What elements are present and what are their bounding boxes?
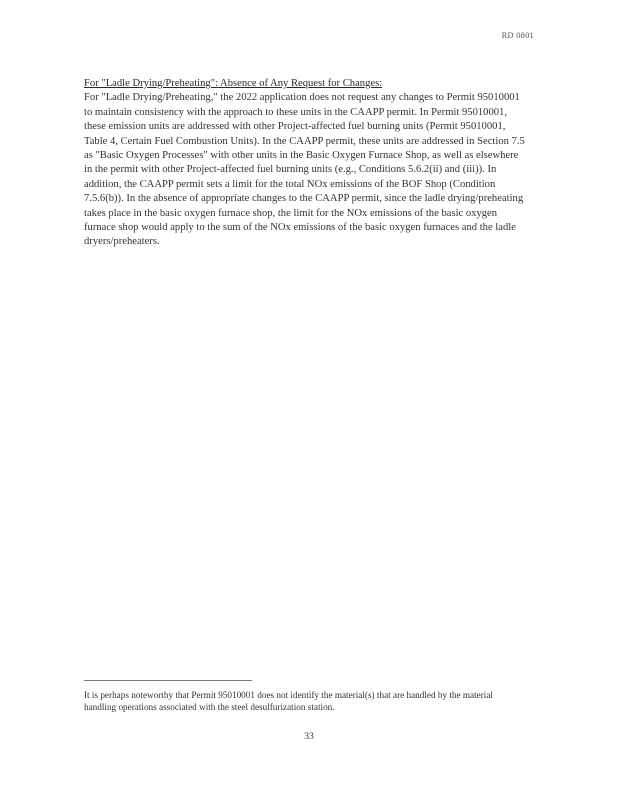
- footnote-text: It is perhaps noteworthy that Permit 95010001 does not identify the material(s) that are handled by the material handling operations associated with the steel desulfurization station.: [84, 690, 493, 713]
- section-heading: For "Ladle Drying/Preheating": Absence of Any Request for Changes:: [84, 78, 383, 89]
- main-content: [84, 77, 528, 250]
- footnote-separator: [84, 680, 252, 681]
- section-body-paragraph: For "Ladle Drying/Preheating," the 2022 application does not request any changes to Permit 95010001 to maintain consistency with the approach to these units in the CAAPP permit. In Permit 95010001, these emission units are addressed with other Project-affected fuel burning units (Permit 95010001, Table 4, Certain Fuel Combustion Units). In the CAAPP permit, these units are addressed in Section 7.5 as "Basic Oxygen Processes" with other units in the Basic Oxygen Furnace Shop, as well as elsewhere in the permit with other Project-affected fuel burning units (e.g., Conditions 5.6.2(ii) and (iii)). In addition, the CAAPP permit sets a limit for the total NOx emissions of the BOF Shop (Condition 7.5.6(b)). In the absence of appropriate changes to the CAAPP permit, since the ladle drying/preheating takes place in the basic oxygen furnace shop, the limit for the NOx emissions of the basic oxygen furnace shop would apply to the sum of the NOx emissions of the basic oxygen furnaces and the ladle dryers/preheaters.: [84, 92, 525, 248]
- document-id: RD 0801: [501, 30, 534, 40]
- page-number: 33: [304, 731, 314, 742]
